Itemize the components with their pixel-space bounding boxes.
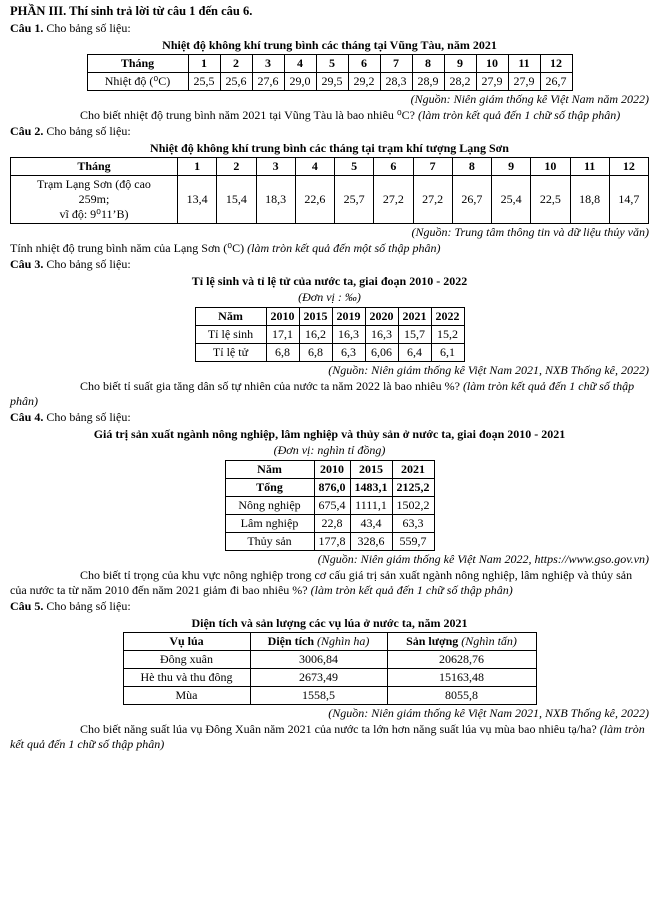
row-label: Tỉ lệ sinh <box>195 325 266 343</box>
q2-intro: Cho bảng số liệu: <box>46 123 131 138</box>
value-cell: 6,4 <box>398 343 431 361</box>
q3-table-title: Tỉ lệ sinh và tỉ lệ tử của nước ta, giai đoạn 2010 - 2022 <box>191 273 468 288</box>
q5-question <box>10 722 649 752</box>
value-cell: 20628,76 <box>387 650 536 668</box>
value-cell: 27,9 <box>476 72 508 90</box>
month-cell: 2 <box>217 157 256 175</box>
value-cell: 25,7 <box>335 175 374 223</box>
q1-hint: (làm tròn kết quả đến 1 chữ số thập phân) <box>418 107 621 122</box>
value-cell: 328,6 <box>350 532 392 550</box>
q1-question-text: Cho biết nhiệt độ trung bình năm 2021 tại Vũng Tàu là bao nhiêu ⁰C? <box>80 107 415 122</box>
q1-row-label: Nhiệt độ (⁰C) <box>87 72 188 90</box>
value-cell: 27,6 <box>252 72 284 90</box>
month-cell: 3 <box>256 157 295 175</box>
q4-hint: (làm tròn kết quả đến 1 chữ số thập phân) <box>310 582 513 597</box>
value-cell: 6,1 <box>431 343 464 361</box>
table-row <box>123 668 536 686</box>
month-cell: 12 <box>540 54 572 72</box>
q3-question-text: Cho biết tỉ suất gia tăng dân số tự nhiên của nước ta năm 2022 là bao nhiêu %? <box>80 378 460 393</box>
q3-label: Câu 3. <box>10 256 44 271</box>
q2-table <box>10 157 649 224</box>
q1-table <box>87 54 573 91</box>
q2-row-label-line: 259m; <box>78 191 110 206</box>
area-unit: (Nghìn ha) <box>317 633 370 648</box>
value-cell: 29,0 <box>284 72 316 90</box>
value-cell: 6,06 <box>365 343 398 361</box>
value-cell: 27,9 <box>508 72 540 90</box>
value-cell: 6,8 <box>266 343 299 361</box>
table-row <box>87 72 572 90</box>
month-cell: 1 <box>188 54 220 72</box>
month-cell: 8 <box>412 54 444 72</box>
month-cell: 2 <box>220 54 252 72</box>
row-label: Mùa <box>123 686 250 704</box>
q5-label: Câu 5. <box>10 598 44 613</box>
value-cell: 28,9 <box>412 72 444 90</box>
value-cell: 2673,49 <box>250 668 387 686</box>
q3-hint: (làm tròn kết quả đến 1 chữ số thập phân) <box>10 378 635 408</box>
value-cell: 25,6 <box>220 72 252 90</box>
value-cell: 26,7 <box>452 175 491 223</box>
value-cell: 15,7 <box>398 325 431 343</box>
q1-row-header: Tháng <box>87 54 188 72</box>
value-cell: 25,4 <box>492 175 531 223</box>
q1-heading <box>10 21 649 36</box>
q5-heading <box>10 599 649 614</box>
q2-source: (Nguồn: Trung tâm thông tin và dữ liệu thủy văn) <box>411 224 649 239</box>
header-cell: 2010 <box>266 307 299 325</box>
month-cell: 11 <box>508 54 540 72</box>
q2-heading <box>10 124 649 139</box>
value-cell: 13,4 <box>178 175 217 223</box>
month-cell: 5 <box>316 54 348 72</box>
month-cell: 3 <box>252 54 284 72</box>
value-cell: 27,2 <box>413 175 452 223</box>
month-cell: 6 <box>374 157 413 175</box>
month-cell: 9 <box>444 54 476 72</box>
q4-table-title: Giá trị sản xuất ngành nông nghiệp, lâm nghiệp và thủy sản ở nước ta, giai đoạn 2010 - 2021 <box>93 426 566 441</box>
q2-row-header: Tháng <box>11 157 178 175</box>
month-cell: 6 <box>348 54 380 72</box>
row-label: Tổng <box>225 478 314 496</box>
q4-heading <box>10 410 649 425</box>
q5-hint: (làm tròn kết quả đến 1 chữ số thập phân) <box>10 721 645 751</box>
header-cell: 2021 <box>392 460 434 478</box>
q4-table <box>225 460 435 551</box>
q2-row-label-line: Trạm Lạng Sơn (độ cao <box>37 176 151 191</box>
q4-question-text: Cho biết tỉ trọng của khu vực nông nghiệp trong cơ cấu giá trị sản xuất ngành nông nghiệp, lâm nghiệp và thủy sản của nước ta từ năm 2010 đến năm 2021 giảm đi bao nhiêu %? <box>10 567 633 597</box>
value-cell: 22,6 <box>295 175 334 223</box>
table-row <box>225 496 434 514</box>
value-cell: 16,3 <box>365 325 398 343</box>
header-cell <box>250 632 387 650</box>
table-row <box>123 632 536 650</box>
value-cell: 15,4 <box>217 175 256 223</box>
value-cell: 28,3 <box>380 72 412 90</box>
output-unit: (Nghìn tấn) <box>461 633 517 648</box>
area-header: Diện tích <box>267 633 314 648</box>
month-cell: 7 <box>380 54 412 72</box>
table-row <box>195 343 464 361</box>
value-cell: 15163,48 <box>387 668 536 686</box>
row-label: Nông nghiệp <box>225 496 314 514</box>
value-cell: 2125,2 <box>392 478 434 496</box>
month-cell: 7 <box>413 157 452 175</box>
table-row <box>225 478 434 496</box>
q3-table <box>195 307 465 362</box>
table-row <box>123 650 536 668</box>
header-cell: 2019 <box>332 307 365 325</box>
value-cell: 876,0 <box>314 478 350 496</box>
month-cell: 5 <box>335 157 374 175</box>
value-cell: 675,4 <box>314 496 350 514</box>
q5-question-text: Cho biết năng suất lúa vụ Đông Xuân năm 2021 của nước ta lớn hơn năng suất lúa vụ mùa bao nhiêu tạ/ha? <box>80 721 597 736</box>
header-cell: 2015 <box>350 460 392 478</box>
month-cell: 10 <box>476 54 508 72</box>
value-cell: 1483,1 <box>350 478 392 496</box>
table-row <box>123 686 536 704</box>
q1-intro: Cho bảng số liệu: <box>46 20 131 35</box>
q3-unit: (Đơn vị : ‰) <box>298 289 361 304</box>
value-cell: 43,4 <box>350 514 392 532</box>
header-cell: Năm <box>195 307 266 325</box>
month-cell: 11 <box>570 157 609 175</box>
q4-question <box>10 568 649 598</box>
value-cell: 1111,1 <box>350 496 392 514</box>
table-row <box>11 175 649 223</box>
q1-table-title: Nhiệt độ không khí trung bình các tháng tại Vũng Tàu, năm 2021 <box>162 37 497 52</box>
row-label: Đông xuân <box>123 650 250 668</box>
q5-table <box>123 632 537 705</box>
header-cell: 2022 <box>431 307 464 325</box>
value-cell: 29,5 <box>316 72 348 90</box>
value-cell: 27,2 <box>374 175 413 223</box>
q3-source: (Nguồn: Niên giám thống kê Việt Nam 2021, NXB Thống kê, 2022) <box>328 362 649 377</box>
q1-source: (Nguồn: Niên giám thống kê Việt Nam năm 2022) <box>410 91 649 106</box>
value-cell: 22,5 <box>531 175 570 223</box>
header-cell: 2021 <box>398 307 431 325</box>
q5-intro: Cho bảng số liệu: <box>46 598 131 613</box>
header-cell <box>387 632 536 650</box>
value-cell: 3006,84 <box>250 650 387 668</box>
q2-question-text: Tính nhiệt độ trung bình năm của Lạng Sơn (⁰C) <box>10 240 245 255</box>
header-cell: 2015 <box>299 307 332 325</box>
header-cell: 2010 <box>314 460 350 478</box>
row-label: Hè thu và thu đông <box>123 668 250 686</box>
q2-hint: (làm tròn kết quả đến một số thập phân) <box>247 240 441 255</box>
q5-table-title: Diện tích và sản lượng các vụ lúa ở nước ta, năm 2021 <box>191 615 468 630</box>
q2-label: Câu 2. <box>10 123 44 138</box>
q1-question <box>10 108 649 123</box>
value-cell: 29,2 <box>348 72 380 90</box>
month-cell: 8 <box>452 157 491 175</box>
header-cell: Vụ lúa <box>123 632 250 650</box>
value-cell: 14,7 <box>609 175 648 223</box>
value-cell: 18,8 <box>570 175 609 223</box>
header-cell: Năm <box>225 460 314 478</box>
month-cell: 12 <box>609 157 648 175</box>
part-title: PHẦN III. Thí sinh trả lời từ câu 1 đến câu 6. <box>10 4 253 18</box>
row-label: Lâm nghiệp <box>225 514 314 532</box>
table-row <box>11 157 649 175</box>
month-cell: 4 <box>295 157 334 175</box>
value-cell: 26,7 <box>540 72 572 90</box>
month-cell: 10 <box>531 157 570 175</box>
q1-label: Câu 1. <box>10 20 44 35</box>
month-cell: 1 <box>178 157 217 175</box>
value-cell: 16,3 <box>332 325 365 343</box>
row-label: Thủy sản <box>225 532 314 550</box>
output-header: Sản lượng <box>406 633 459 648</box>
table-row <box>225 514 434 532</box>
value-cell: 22,8 <box>314 514 350 532</box>
value-cell: 1558,5 <box>250 686 387 704</box>
value-cell: 6,8 <box>299 343 332 361</box>
q3-heading <box>10 257 649 272</box>
value-cell: 6,3 <box>332 343 365 361</box>
q4-intro: Cho bảng số liệu: <box>46 409 131 424</box>
value-cell: 177,8 <box>314 532 350 550</box>
table-row <box>225 460 434 478</box>
table-row <box>225 532 434 550</box>
value-cell: 15,2 <box>431 325 464 343</box>
table-row <box>195 325 464 343</box>
q4-unit: (Đơn vị: nghìn tỉ đồng) <box>273 442 386 457</box>
value-cell: 28,2 <box>444 72 476 90</box>
month-cell: 9 <box>492 157 531 175</box>
q3-intro: Cho bảng số liệu: <box>46 256 131 271</box>
q2-row-label <box>11 175 178 223</box>
value-cell: 18,3 <box>256 175 295 223</box>
row-label: Tỉ lệ tử <box>195 343 266 361</box>
value-cell: 1502,2 <box>392 496 434 514</box>
table-row <box>195 307 464 325</box>
q5-source: (Nguồn: Niên giám thống kê Việt Nam 2021, NXB Thống kê, 2022) <box>328 705 649 720</box>
value-cell: 25,5 <box>188 72 220 90</box>
value-cell: 63,3 <box>392 514 434 532</box>
value-cell: 16,2 <box>299 325 332 343</box>
q2-row-label-line: vĩ độ: 9⁰11’B) <box>59 206 129 221</box>
q4-label: Câu 4. <box>10 409 44 424</box>
table-row <box>87 54 572 72</box>
q2-table-title: Nhiệt độ không khí trung bình các tháng tại trạm khí tượng Lạng Sơn <box>150 140 509 155</box>
q3-question <box>10 379 649 409</box>
header-cell: 2020 <box>365 307 398 325</box>
month-cell: 4 <box>284 54 316 72</box>
q2-question <box>10 241 649 256</box>
value-cell: 17,1 <box>266 325 299 343</box>
q4-source: (Nguồn: Niên giám thống kê Việt Nam 2022, https://www.gso.gov.vn) <box>317 551 649 566</box>
value-cell: 559,7 <box>392 532 434 550</box>
value-cell: 8055,8 <box>387 686 536 704</box>
